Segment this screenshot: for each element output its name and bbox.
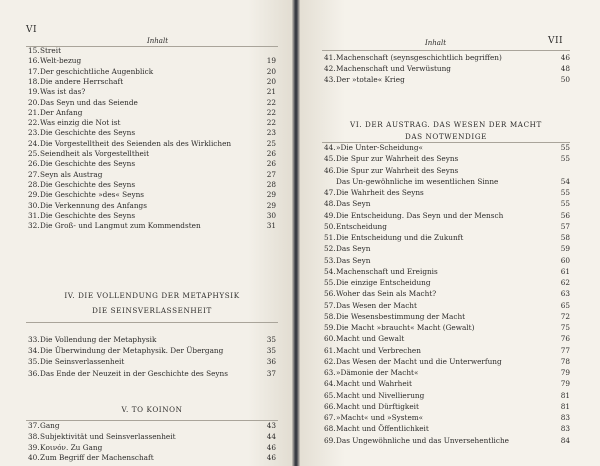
entry-title: Κοινόν. Zu Gang (40, 442, 103, 452)
entry-number: 28. (28, 179, 40, 189)
entry-page: 63 (560, 289, 570, 299)
toc-entry (28, 77, 276, 87)
entry-title: Macht und Gewalt (336, 334, 405, 344)
entry-page: 25 (266, 138, 276, 148)
entry-number: 49. (324, 210, 336, 220)
entry-page: 44 (266, 431, 276, 441)
entry-page: 55 (560, 143, 570, 152)
entry-number: 34. (28, 346, 40, 356)
toc-entry (324, 64, 570, 74)
entry-page: 29 (266, 200, 276, 210)
toc-entry (324, 278, 570, 288)
entry-number: 56. (324, 289, 336, 299)
entry-number: 21. (28, 107, 40, 117)
entry-number: 29. (28, 190, 40, 200)
entry-page: 46 (560, 53, 570, 62)
entry-page: 81 (560, 390, 570, 400)
entry-page: 30 (266, 210, 276, 220)
entry-number: 31. (28, 210, 40, 220)
toc-entry (324, 334, 570, 344)
entry-number: 39. (28, 442, 40, 452)
toc-entry (28, 421, 276, 431)
entry-title: Streit (40, 46, 62, 55)
entry-title: Machenschaft (seynsgeschichtlich begriffen) (336, 53, 502, 62)
entry-number: 37. (28, 421, 40, 430)
entry-page: 20 (266, 66, 276, 76)
toc-entry (324, 211, 570, 221)
entry-number: 24. (28, 138, 40, 148)
entry-title: Seiendheit als Vorgestelltheit (40, 149, 150, 158)
toc-entry (324, 256, 570, 266)
toc-entry (28, 56, 276, 66)
entry-title: Die Geschichte des Seyns (40, 128, 136, 138)
entry-number: 26. (28, 159, 40, 169)
entry-number: 61. (324, 345, 336, 355)
entry-number: 68. (324, 424, 336, 434)
entry-number: 30. (28, 200, 40, 210)
entry-page: 58 (560, 233, 570, 242)
entry-page: 83 (560, 424, 570, 434)
entry-page: 61 (560, 266, 570, 276)
entry-title: Machenschaft und Verwüstung (336, 64, 451, 73)
entry-page: 35 (266, 346, 276, 356)
entry-number: 57. (324, 300, 336, 310)
entry-title: Welt-bezug (40, 56, 82, 66)
entry-number: 59. (324, 323, 336, 332)
entry-title: Seyn als Austrag (40, 169, 103, 179)
entry-number: 64. (324, 379, 336, 389)
entry-title: Macht und Öffentlichkeit (336, 424, 429, 434)
toc-entry (324, 199, 570, 209)
entry-number: 53. (324, 255, 336, 265)
entry-title: Das Seyn (336, 199, 371, 209)
header-rule (322, 50, 570, 51)
entry-title: »Macht« und »System« (336, 413, 424, 422)
entry-title: Die Geschichte des Seyns (40, 210, 136, 220)
toc-entry (324, 267, 570, 277)
entry-title: Zum Begriff der Machenschaft (40, 453, 154, 463)
entry-page: 43 (266, 421, 276, 430)
entry-number: 65. (324, 390, 336, 400)
entry-page: 21 (266, 87, 276, 97)
entry-title: Macht und Nivellierung (336, 390, 425, 400)
entry-title: Die Macht »braucht« Macht (Gewalt) (336, 323, 475, 332)
toc-entry (28, 118, 276, 128)
entry-page: 84 (560, 435, 570, 445)
toc-entry (324, 323, 570, 333)
entry-number: 51. (324, 233, 336, 242)
toc-entry (28, 453, 276, 463)
toc-entry (28, 170, 276, 180)
entry-page: 20 (266, 76, 276, 86)
toc-entry (28, 443, 276, 453)
toc-entry (28, 190, 276, 200)
entry-number: 63. (324, 368, 336, 377)
toc-entry (324, 53, 570, 63)
entry-page: 55 (560, 199, 570, 209)
entry-number: 54. (324, 266, 336, 276)
toc-entry (28, 149, 276, 159)
toc-entry (324, 233, 570, 243)
toc-entry (28, 369, 276, 379)
entry-number: 17. (28, 66, 40, 76)
entry-title: Das Seyn und das Seiende (40, 97, 138, 107)
entry-title: Das Seyn (336, 244, 371, 254)
entry-title: Die Entscheidung. Das Seyn und der Mensch (336, 210, 504, 220)
entry-title: Das Seyn (336, 255, 371, 265)
toc-entry (324, 289, 570, 299)
entry-page: 23 (266, 128, 276, 138)
entry-title: Subjektivität und Seinsverlassenheit (40, 431, 176, 441)
entry-page: 62 (560, 278, 570, 287)
entry-number: 23. (28, 128, 40, 138)
entry-page: 57 (560, 221, 570, 231)
entry-title: Der Anfang (40, 107, 83, 117)
right-running-head: Inhalt (425, 39, 447, 47)
entry-page: 26 (266, 149, 276, 158)
toc-entry (28, 221, 276, 231)
toc-entry (28, 335, 276, 345)
right-page-number: VII (548, 36, 564, 46)
entry-title: Machenschaft und Ereignis (336, 266, 438, 276)
entry-number: 48. (324, 199, 336, 209)
section-rule (26, 322, 278, 323)
toc-entry (324, 244, 570, 254)
entry-page: 27 (266, 169, 276, 179)
toc-entry (324, 312, 570, 322)
section-subheading: DAS NOTWENDIGE (404, 132, 488, 141)
entry-page: 50 (560, 75, 570, 84)
section-heading: V. TO KOINON (121, 405, 183, 414)
entry-page: 59 (560, 244, 570, 254)
toc-entry (28, 67, 276, 77)
entry-page: 48 (560, 64, 570, 73)
entry-number: 45. (324, 154, 336, 164)
entry-page: 55 (560, 154, 570, 164)
section-heading: IV. DIE VOLLENDUNG DER METAPHYSIK (64, 291, 240, 300)
toc-entry (28, 211, 276, 221)
entry-title: Die Spur zur Wahrheit des Seyns (336, 154, 459, 164)
toc-entry (324, 413, 570, 423)
entry-page: 79 (560, 368, 570, 377)
entry-number: 67. (324, 413, 336, 422)
toc-entry (324, 436, 570, 446)
entry-page: 75 (560, 323, 570, 332)
entry-title: Die Überwindung der Metaphysik. Der Übergang (40, 346, 224, 356)
toc-entry (28, 98, 276, 108)
toc-entry (324, 143, 570, 153)
entry-title: Das Ende der Neuzeit in der Geschichte des Seyns (40, 368, 229, 378)
entry-title: Das Un-gewöhnliche im wesentlichen Sinne (336, 176, 499, 186)
entry-page: 22 (266, 118, 276, 128)
toc-entry (28, 159, 276, 169)
entry-number: 60. (324, 334, 336, 344)
entry-number: 46. (324, 165, 336, 175)
entry-title: Was ist das? (40, 87, 86, 97)
entry-page: 22 (266, 107, 276, 117)
entry-title: Der »totale« Krieg (336, 75, 405, 84)
entry-title: Gang (40, 421, 60, 430)
right-page (300, 0, 600, 466)
entry-title: Das Wesen der Macht (336, 300, 417, 310)
entry-page: 55 (560, 188, 570, 197)
entry-number: 25. (28, 149, 40, 158)
toc-entry (324, 379, 570, 389)
entry-page: 26 (266, 159, 276, 169)
entry-title: Die andere Herrschaft (40, 76, 124, 86)
entry-title: Das Ungewöhnliche und das Unversehentliche (336, 435, 509, 445)
entry-number: 41. (324, 53, 336, 62)
entry-number: 15. (28, 46, 40, 55)
toc-entry (28, 346, 276, 356)
toc-entry (28, 46, 276, 56)
entry-title: Die Wesensbestimmung der Macht (336, 311, 466, 321)
entry-title: Die Entscheidung und die Zukunft (336, 233, 464, 242)
entry-title: Das Wesen der Macht und die Unterwerfung (336, 356, 502, 366)
entry-page: 65 (560, 300, 570, 310)
entry-number: 44. (324, 143, 336, 152)
entry-number: 38. (28, 431, 40, 441)
toc-entry (324, 357, 570, 367)
toc-entry (324, 424, 570, 434)
entry-title: »Dämonie der Macht« (336, 368, 419, 377)
entry-title: Die Verkennung des Anfangs (40, 200, 147, 210)
entry-title: Macht und Wahrheit (336, 379, 412, 389)
entry-title: Die Vollendung der Metaphysik (40, 335, 157, 344)
entry-number: 33. (28, 335, 40, 344)
entry-number: 40. (28, 453, 40, 463)
entry-number: 20. (28, 97, 40, 107)
entry-page: 28 (266, 179, 276, 189)
toc-entry (324, 188, 570, 198)
toc-entry (324, 402, 570, 412)
entry-title: Die Geschichte »des« Seyns (40, 190, 145, 200)
entry-page: 79 (560, 379, 570, 389)
entry-page: 31 (266, 221, 276, 231)
entry-title: Die Spur zur Wahrheit des Seyns (336, 165, 459, 175)
toc-entry (324, 222, 570, 232)
entry-page: 76 (560, 334, 570, 344)
toc-entry (324, 75, 570, 85)
entry-title: Die Wahrheit des Seyns (336, 188, 424, 197)
entry-number: 47. (324, 188, 336, 197)
entry-title: Die einzige Entscheidung (336, 278, 431, 287)
entry-title: Die Groß- und Langmut zum Kommendsten (40, 221, 201, 231)
entry-page: 78 (560, 356, 570, 366)
entry-title: Was einzig die Not ist (40, 118, 121, 128)
toc-entry (28, 201, 276, 211)
entry-number: 19. (28, 87, 40, 97)
entry-page: 83 (560, 413, 570, 422)
entry-page: 72 (560, 311, 570, 321)
entry-number: 32. (28, 221, 40, 231)
book-spine (292, 0, 300, 466)
entry-page: 22 (266, 97, 276, 107)
entry-number: 43. (324, 75, 336, 84)
entry-page: 37 (266, 368, 276, 378)
entry-page: 19 (266, 56, 276, 66)
entry-title: Die Geschichte des Seyns (40, 159, 136, 169)
entry-page: 77 (560, 345, 570, 355)
toc-entry (324, 391, 570, 401)
entry-number: 66. (324, 401, 336, 411)
toc-entry (324, 301, 570, 311)
entry-number: 55. (324, 278, 336, 287)
entry-page: 36 (266, 357, 276, 367)
toc-entry (28, 128, 276, 138)
entry-number: 52. (324, 244, 336, 254)
entry-title: Die Vorgestelltheit des Seienden als des Wirklichen (40, 138, 232, 148)
toc-entry (324, 166, 570, 176)
toc-entry (28, 180, 276, 190)
section-subheading: DIE SEINSVERLASSENHEIT (92, 306, 212, 315)
entry-page: 60 (560, 255, 570, 265)
entry-number: 18. (28, 76, 40, 86)
entry-page: 54 (560, 176, 570, 186)
entry-page: 81 (560, 401, 570, 411)
left-page-number: VI (26, 25, 38, 35)
toc-entry (28, 108, 276, 118)
toc-entry (28, 357, 276, 367)
toc-entry (28, 432, 276, 442)
entry-title: Der geschichtliche Augenblick (40, 66, 154, 76)
toc-entry (324, 154, 570, 164)
entry-number: 35. (28, 357, 40, 367)
section-heading: VI. DER AUSTRAG. DAS WESEN DER MACHT (350, 120, 542, 129)
entry-title: Entscheidung (336, 221, 387, 231)
entry-page: 46 (266, 453, 276, 463)
left-page (0, 0, 292, 466)
toc-entry (324, 368, 570, 378)
entry-number: 69. (324, 435, 336, 445)
entry-number: 22. (28, 118, 40, 128)
toc-entry (28, 139, 276, 149)
entry-page: 29 (266, 190, 276, 200)
toc-entry (324, 346, 570, 356)
entry-title: Woher das Sein als Macht? (336, 289, 437, 299)
entry-title: Macht und Dürftigkeit (336, 401, 419, 411)
toc-entry (28, 87, 276, 97)
entry-number: 42. (324, 64, 336, 73)
entry-number: 58. (324, 311, 336, 321)
entry-number: 27. (28, 169, 40, 179)
entry-number: 16. (28, 56, 40, 66)
entry-page: 35 (266, 335, 276, 344)
entry-number: 50. (324, 221, 336, 231)
entry-title: Die Seinsverlassenheit (40, 357, 125, 367)
entry-title: »Die Unter-Scheidung« (336, 143, 423, 152)
entry-page: 56 (560, 210, 570, 220)
entry-number: 62. (324, 356, 336, 366)
left-running-head: Inhalt (147, 37, 169, 45)
entry-title: Die Geschichte des Seyns (40, 179, 136, 189)
entry-title: Macht und Verbrechen (336, 345, 421, 355)
entry-number: 36. (28, 368, 40, 378)
entry-page: 46 (266, 442, 276, 452)
